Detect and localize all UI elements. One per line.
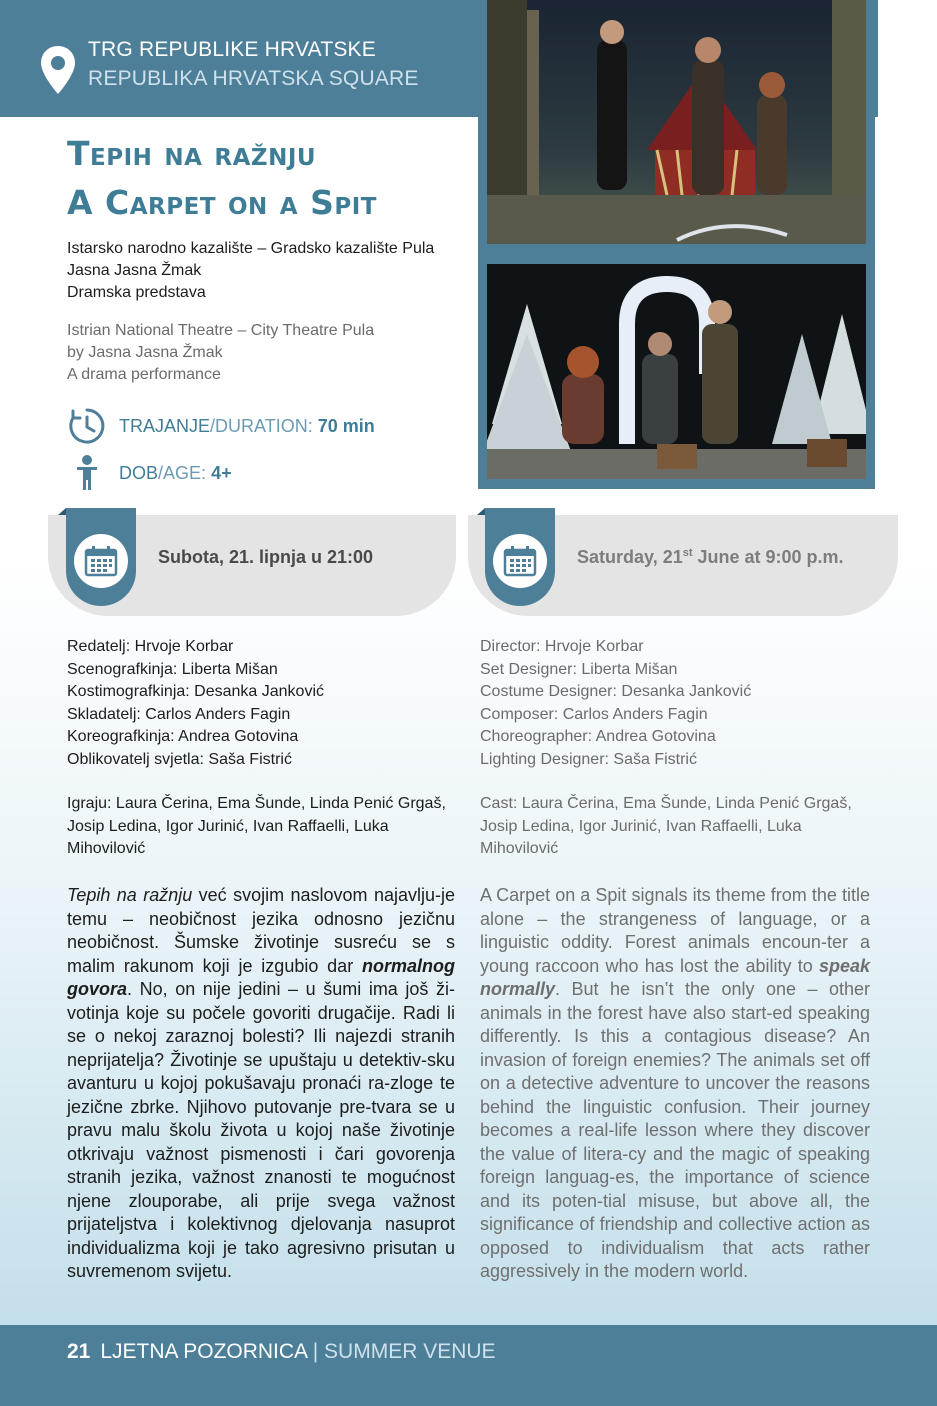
description-text: . No, on nije jedini – u šumi ima još ži-votinja koje su počele govoriti drugačije. Radi li se o nekoj zaraznoj bolesti? Ili najezdi stranih neprijatelja? Životinje se upuštaju u detektiv-sku avanturu u kojoj pokušavaju pronaći ra-zloge te jezične zbrke. Njihovo putovanje pre-tvara se u pravu malu školu života u kojoj naše životinje otkrivaju važnost pismenosti i čari govorenja stranih jezika, važnost znanosti te mogućnost njene zlouporabe, ali prije svega važnost prijateljstva i kolektivnog djelovanja nasuprot individualizma koji je tako agresivno prisutan u suvremenom svijetu. [67,979,455,1281]
description-lead: Tepih na ražnju [67,885,193,905]
credits-en [480,636,751,771]
credit-line: Kostimografkinja: Desanka Janković [67,683,325,700]
child-icon [67,453,107,493]
credit-line: Redatelj: Hrvoje Korbar [67,638,234,655]
credit-line: Skladatelj: Carlos Anders Fagin [67,705,291,723]
cast-en: Cast: Laura Čerina, Ema Šunde, Linda Penić Grgaš, Josip Ledina, Igor Jurinić, Ivan Raffaelli, Luka Mihovilović [480,795,852,857]
calendar-icon [74,534,128,588]
credit-line: Composer: Carlos Anders Fagin [480,705,708,723]
info-line: Istrian National Theatre – City Theatre Pula [67,322,375,339]
description-emphasis: normalnog govora [67,955,455,999]
description-en [480,884,870,1284]
footer-section-hr: LJETNA POZORNICA [100,1340,307,1363]
clock-icon [67,406,107,446]
age-label [119,463,232,484]
duration-slash: / [210,415,216,436]
description-text: već svojim naslovom najavlju-je temu – neobičnost jezika odnosno jezičnu neobičnost. Šumske životinje susreću se s malim rakunom koji je izgubio dar [67,885,455,976]
description-emphasis: speak normally [480,955,870,999]
age-label-en: AGE: [163,462,207,483]
footer-section-en: SUMMER VENUE [324,1340,496,1363]
description-text: . But he isn’t the only one – other animals in the forest have also start-ed speaking differently. Is this a contagious disease? An invasion of foreign enemies? The animals set off on a detective adventure to uncover the reasons behind the linguistic confusion. Their journey becomes a real-life lesson where they discover the value of litera-cy and the magic of speaking foreign languag-es, the importance of science and its poten-tial misuse, but above all, the significance of friendship and collective action as opposed to individualism that acts rather aggressively in the modern world. [480,979,870,1281]
duration-label-hr: TRAJANJE [119,415,211,436]
date-en-sup: st [682,547,693,559]
date-hr: Subota, 21. lipnja u 21:00 [158,547,374,567]
credit-line: Oblikovatelj svjetla: Saša Fistrić [67,750,292,768]
duration-value: 70 min [317,415,375,436]
credit-line: Lighting Designer: Saša Fistrić [480,750,697,768]
cast-hr: Igraju: Laura Čerina, Ema Šunde, Linda Penić Grgaš, Josip Ledina, Igor Jurinić, Ivan Raffaelli, Luka Mihovilović [67,795,446,857]
duration-label [119,416,375,437]
date-en-day: Saturday, 21 [577,547,683,567]
duration-row [67,406,375,446]
calendar-icon [493,534,547,588]
credit-line: Set Designer: Liberta Mišan [480,660,678,678]
duration-label-en: DURATION: [215,415,313,436]
show-title-en: A Carpet on a Spit [67,183,377,222]
footer-text [67,1340,496,1364]
location-pin-icon [38,44,78,96]
info-line: Jasna Jasna Žmak [67,262,202,279]
credits-hr [67,636,324,771]
info-line: Dramska predstava [67,284,206,301]
credit-line: Costume Designer: Desanka Janković [480,683,752,700]
age-slash: / [158,462,164,483]
description-hr [67,884,455,1284]
calendar-tab-en [485,508,555,606]
calendar-tab-hr [66,508,136,606]
credit-line: Choreographer: Andrea Gotovina [480,728,716,745]
date-en-rest: June at 9:00 p.m. [692,547,844,567]
footer-band [0,1325,937,1406]
footer-separator: | [306,1340,325,1363]
credit-line: Director: Hrvoje Korbar [480,638,644,655]
venue-name-en: REPUBLIKA HRVATSKA SQUARE [88,67,419,90]
info-line: A drama performance [67,366,221,383]
age-label-hr: DOB [119,462,159,483]
photo-frame [478,0,875,489]
description-text: A Carpet on a Spit signals its theme from the title alone – the strangeness of language, or a linguistic oddity. Forest animals encoun-ter a young raccoon who has lost the ability to [480,885,870,976]
venue-name-hr: TRG REPUBLIKE HRVATSKE [88,38,376,61]
stage-photo-bottom [487,264,866,479]
credit-line: Koreografkinja: Andrea Gotovina [67,728,299,745]
age-row [67,453,232,493]
age-value: 4+ [211,462,232,483]
page-number: 21 [67,1340,91,1363]
show-title-hr: Tepih na ražnju [67,134,317,173]
date-en [577,547,844,568]
credit-line: Scenografkinja: Liberta Mišan [67,660,278,678]
info-line: by Jasna Jasna Žmak [67,344,223,361]
show-info-en [67,320,374,386]
info-line: Istarsko narodno kazalište – Gradsko kazalište Pula [67,240,435,257]
show-info-hr [67,238,434,304]
stage-photo-top [487,0,866,244]
